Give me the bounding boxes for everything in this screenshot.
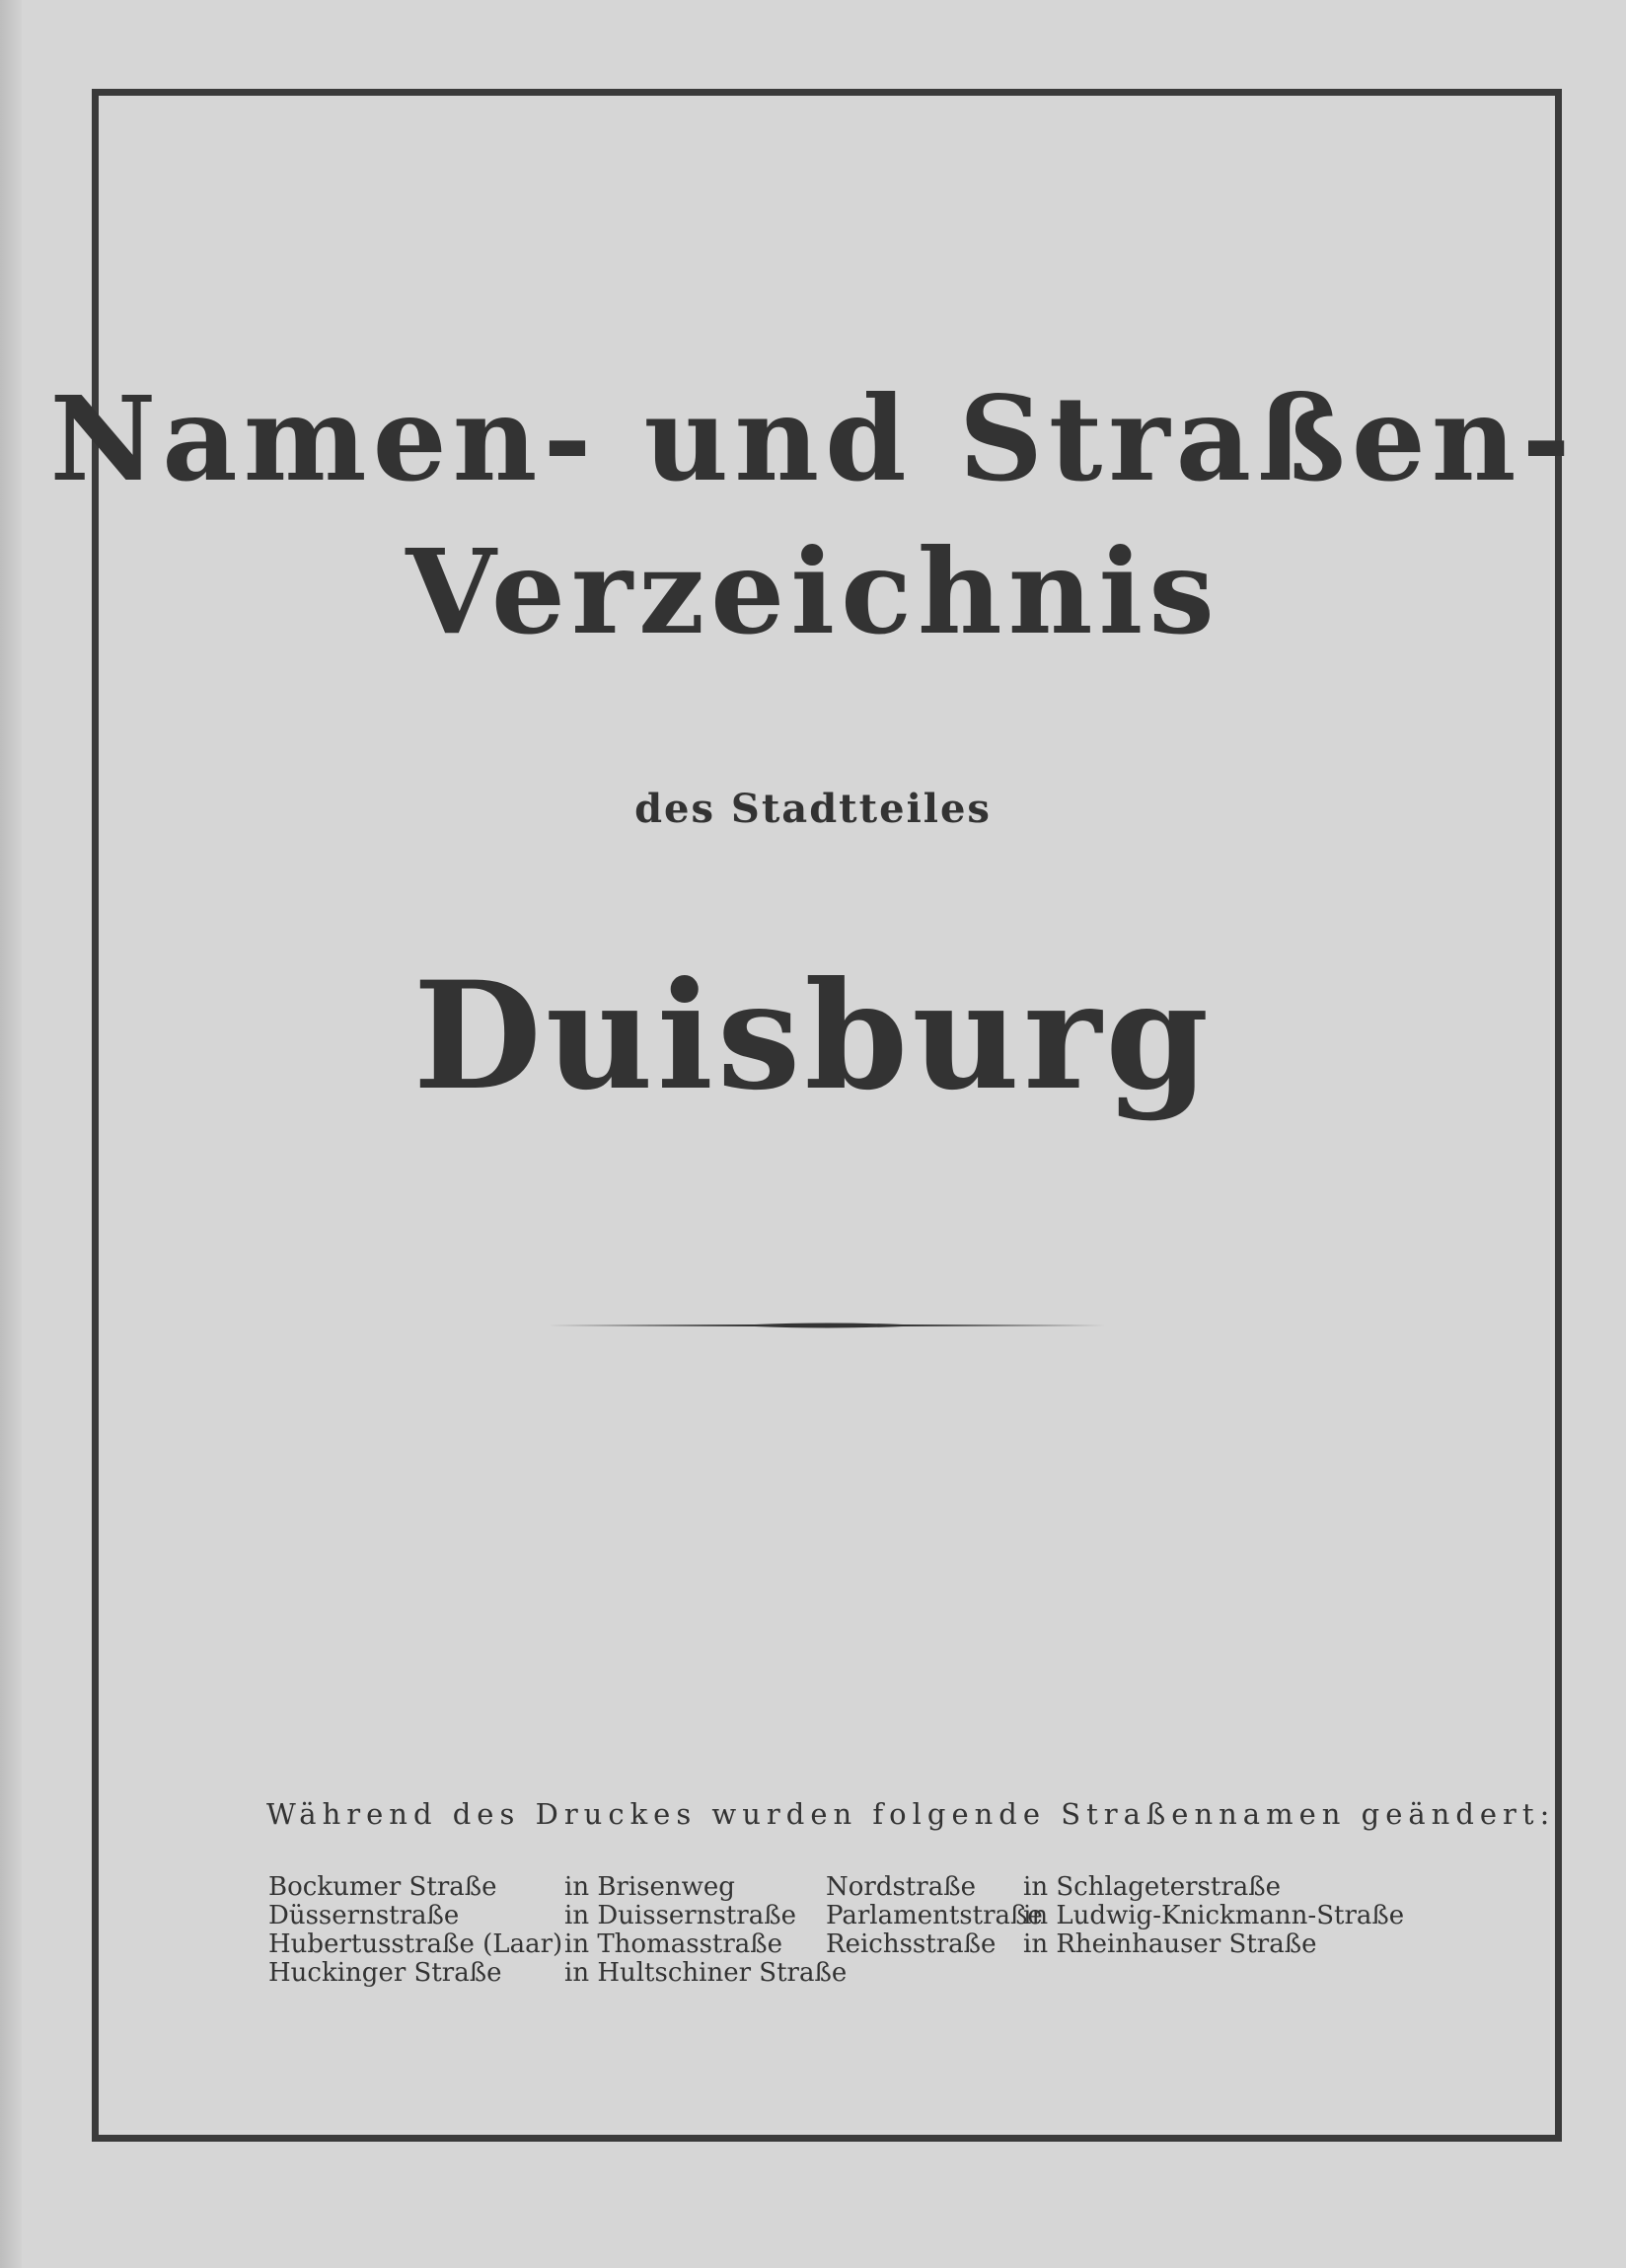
subtitle: des Stadtteiles	[634, 786, 992, 832]
list-item	[268, 1930, 1403, 1959]
decorative-rule	[548, 1321, 1105, 1330]
list-item	[268, 1959, 1403, 1988]
old-street-name: Parlamentstraße	[826, 1901, 1043, 1930]
new-street-name: in Schlageterstraße	[1023, 1872, 1282, 1902]
new-street-name: in Rheinhauser Straße	[1023, 1929, 1317, 1959]
new-street-name: in Thomasstraße	[564, 1929, 783, 1959]
new-street-name: in Brisenweg	[564, 1872, 735, 1902]
old-street-name: Bockumer Straße	[268, 1872, 497, 1902]
old-street-name: Reichsstraße	[826, 1929, 997, 1959]
notice-heading: Während des Druckes wurden folgende Straßennamen geändert:	[266, 1797, 1556, 1831]
old-street-name: Düssernstraße	[268, 1901, 460, 1930]
title-line-2: Verzeichnis	[406, 523, 1220, 660]
list-item	[268, 1902, 1403, 1930]
city-name: Duisburg	[412, 949, 1214, 1123]
new-street-name: in Duissernstraße	[564, 1901, 796, 1930]
street-change-list	[268, 1873, 1403, 1988]
new-street-name: in Hultschiner Straße	[564, 1958, 848, 1988]
list-item	[268, 1873, 1403, 1902]
page-edge	[0, 0, 22, 2268]
old-street-name: Huckinger Straße	[268, 1958, 502, 1988]
old-street-name: Nordstraße	[826, 1872, 976, 1902]
title-line-1: Namen- und Straßen-	[49, 370, 1577, 507]
old-street-name: Hubertusstraße (Laar)	[268, 1929, 563, 1959]
new-street-name: in Ludwig-Knickmann-Straße	[1023, 1901, 1405, 1930]
